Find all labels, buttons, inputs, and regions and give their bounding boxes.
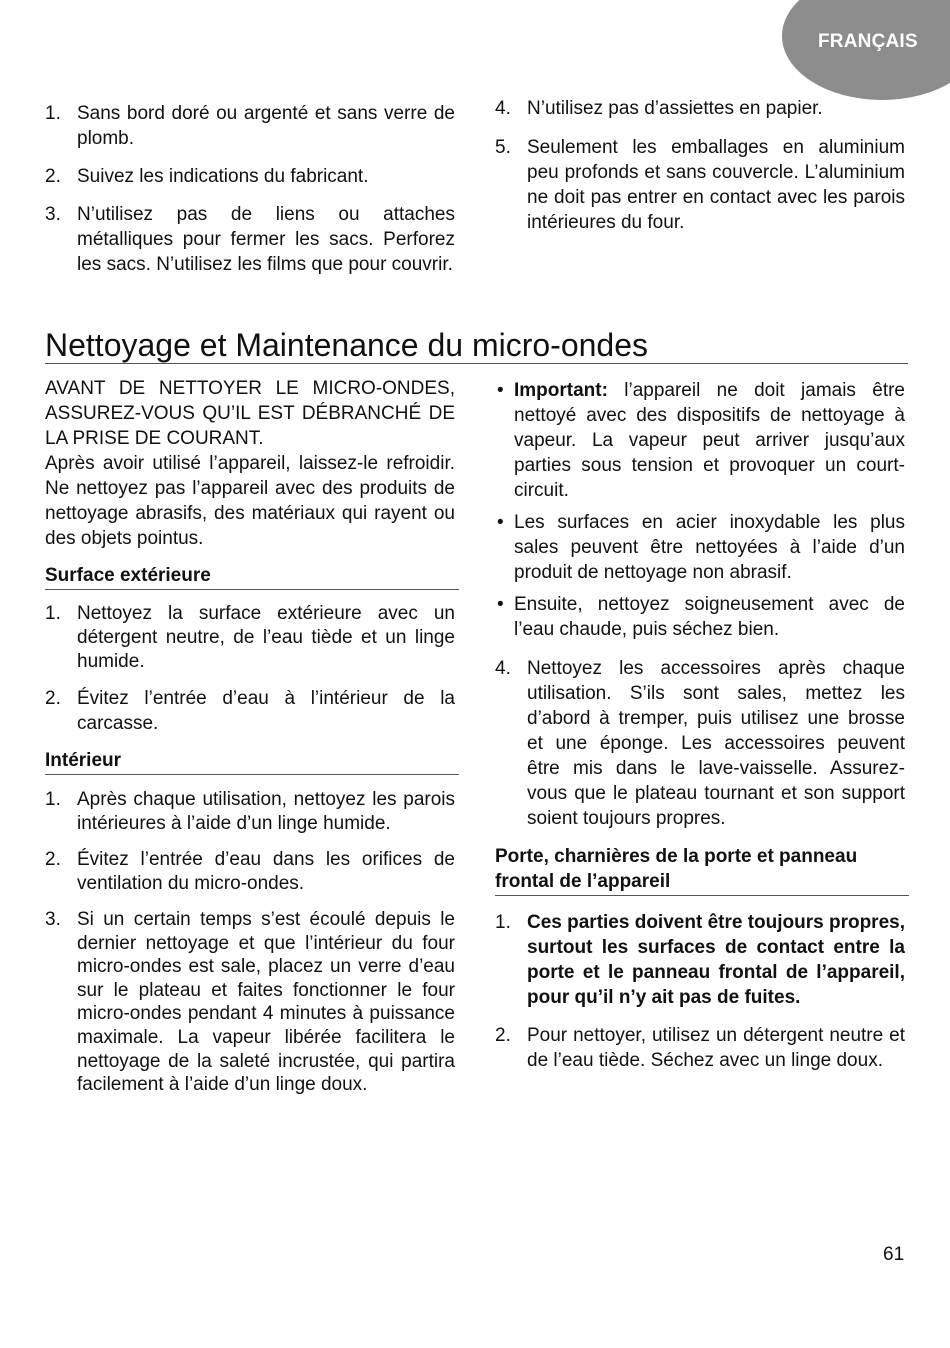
list-item [45, 788, 455, 836]
item-text: Évitez l’entrée d’eau dans les orifices de ventilation du micro-ondes. [77, 849, 455, 894]
item-text: Nettoyez les accessoires après chaque utilisation. S’ils sont sales, mettez les d’abord à tremper, puis utilisez une brosse et une éponge. Les accessoires peuvent être mis dans le lave-vaisselle. Assurez-vous que le plateau tournant et son support soient toujours propres. [527, 658, 905, 829]
right-column [495, 378, 905, 1073]
list-item [45, 101, 455, 151]
exterior-list [45, 602, 455, 736]
list-item [495, 910, 905, 1010]
interior-title: Intérieur [45, 750, 122, 771]
unplug-warning: AVANT DE NETTOYER LE MICRO-ONDES, ASSUREZ-VOUS QU’IL EST DÉBRANCHÉ DE LA PRISE DE COURANT. [45, 378, 455, 449]
section-divider [45, 363, 908, 364]
item-number: 1. [45, 103, 61, 124]
item-number: 2. [45, 688, 61, 709]
item-number: 3. [45, 204, 61, 225]
bullet-icon: • [497, 594, 504, 615]
top-right-list [495, 96, 905, 235]
item-number: 2. [45, 166, 61, 187]
bullet-text: Ensuite, nettoyez soigneusement avec de l’eau chaude, puis séchez bien. [514, 594, 905, 640]
item-text: Sans bord doré ou argenté et sans verre de plomb. [77, 103, 455, 149]
bullet-item [495, 510, 905, 585]
bullet-icon: • [497, 512, 504, 533]
list-item [45, 164, 455, 189]
item-text: Seulement les emballages en aluminium peu profonds et sans couvercle. L’aluminium ne doit pas entrer en contact avec les parois intérieures du four. [527, 137, 905, 233]
item-number: 1. [45, 789, 61, 810]
list-item [45, 202, 455, 277]
item-number: 2. [45, 849, 61, 870]
left-column [45, 376, 455, 1097]
item-text: Suivez les indications du fabricant. [77, 166, 369, 187]
item-number: 1. [495, 912, 511, 933]
item-text: Ces parties doivent être toujours propres, surtout les surfaces de contact entre la porte et le panneau frontal de l’appareil, pour qu’il n’y ait pas de fuites. [527, 912, 905, 1008]
item-text: Pour nettoyer, utilisez un détergent neutre et de l’eau tiède. Séchez avec un linge doux. [527, 1025, 905, 1071]
list-item [45, 908, 455, 1097]
interior-list [45, 788, 455, 1097]
item-number: 5. [495, 137, 511, 158]
cleaning-intro: Après avoir utilisé l’appareil, laissez-le refroidir. Ne nettoyez pas l’appareil avec des produits de nettoyage abrasifs, des matériaux qui rayent ou des objets pointus. [45, 453, 455, 549]
bullet-icon: • [497, 380, 504, 401]
exterior-subheading [45, 563, 459, 590]
list-item [495, 1023, 905, 1073]
accessories-list [495, 656, 905, 831]
door-title: Porte, charnières de la porte et panneau frontal de l’appareil [495, 846, 858, 892]
item-text: N’utilisez pas d’assiettes en papier. [527, 98, 823, 119]
item-number: 1. [45, 603, 61, 624]
list-item [495, 656, 905, 831]
list-item [45, 602, 455, 674]
language-label: FRANÇAIS [818, 31, 918, 52]
page-number: 61 [883, 1244, 905, 1265]
bullet-text: Les surfaces en acier inoxydable les plus sales peuvent être nettoyées à l’aide d’un produit de nettoyage non abrasif. [514, 512, 905, 583]
bullet-text: l’appareil ne doit jamais être nettoyé avec des dispositifs de nettoyage à vapeur. La vapeur peut arriver jusqu’aux parties sous tension et provoquer un court-circuit. [514, 380, 905, 501]
item-text: Évitez l’entrée d’eau à l’intérieur de la carcasse. [77, 688, 455, 734]
section-title: Nettoyage et Maintenance du micro-ondes [45, 327, 649, 363]
item-number: 3. [45, 909, 61, 930]
top-left-list [45, 101, 455, 277]
item-text: Nettoyez la surface extérieure avec un détergent neutre, de l’eau tiède et un linge humide. [77, 603, 455, 672]
important-label: Important: [514, 380, 608, 401]
bullet-list [495, 378, 905, 642]
item-number: 2. [495, 1025, 511, 1046]
item-number: 4. [495, 658, 511, 679]
bullet-item [495, 592, 905, 642]
list-item [495, 135, 905, 235]
item-text: Si un certain temps s’est écoulé depuis le dernier nettoyage et que l’intérieur du four micro-ondes est sale, placez un verre d’eau sur le plateau et faites fonctionner le four micro-ondes pendant 4 minutes à puissance maximale. La vapeur libérée facilitera le nettoyage de la saleté incrustée, qui partira facilement à l’aide d’un linge doux. [77, 909, 455, 1096]
list-item [495, 96, 905, 121]
interior-subheading [45, 748, 459, 775]
item-text: N’utilisez pas de liens ou attaches métalliques pour fermer les sacs. Perforez les sacs. N’utilisez les films que pour couvrir. [77, 204, 455, 275]
list-item [45, 848, 455, 896]
item-text: Après chaque utilisation, nettoyez les parois intérieures à l’aide d’un linge humide. [77, 789, 455, 834]
item-number: 4. [495, 98, 511, 119]
list-item [45, 686, 455, 736]
door-subheading [495, 844, 909, 896]
bullet-item [495, 378, 905, 503]
exterior-title: Surface extérieure [45, 565, 211, 586]
door-list [495, 910, 905, 1073]
